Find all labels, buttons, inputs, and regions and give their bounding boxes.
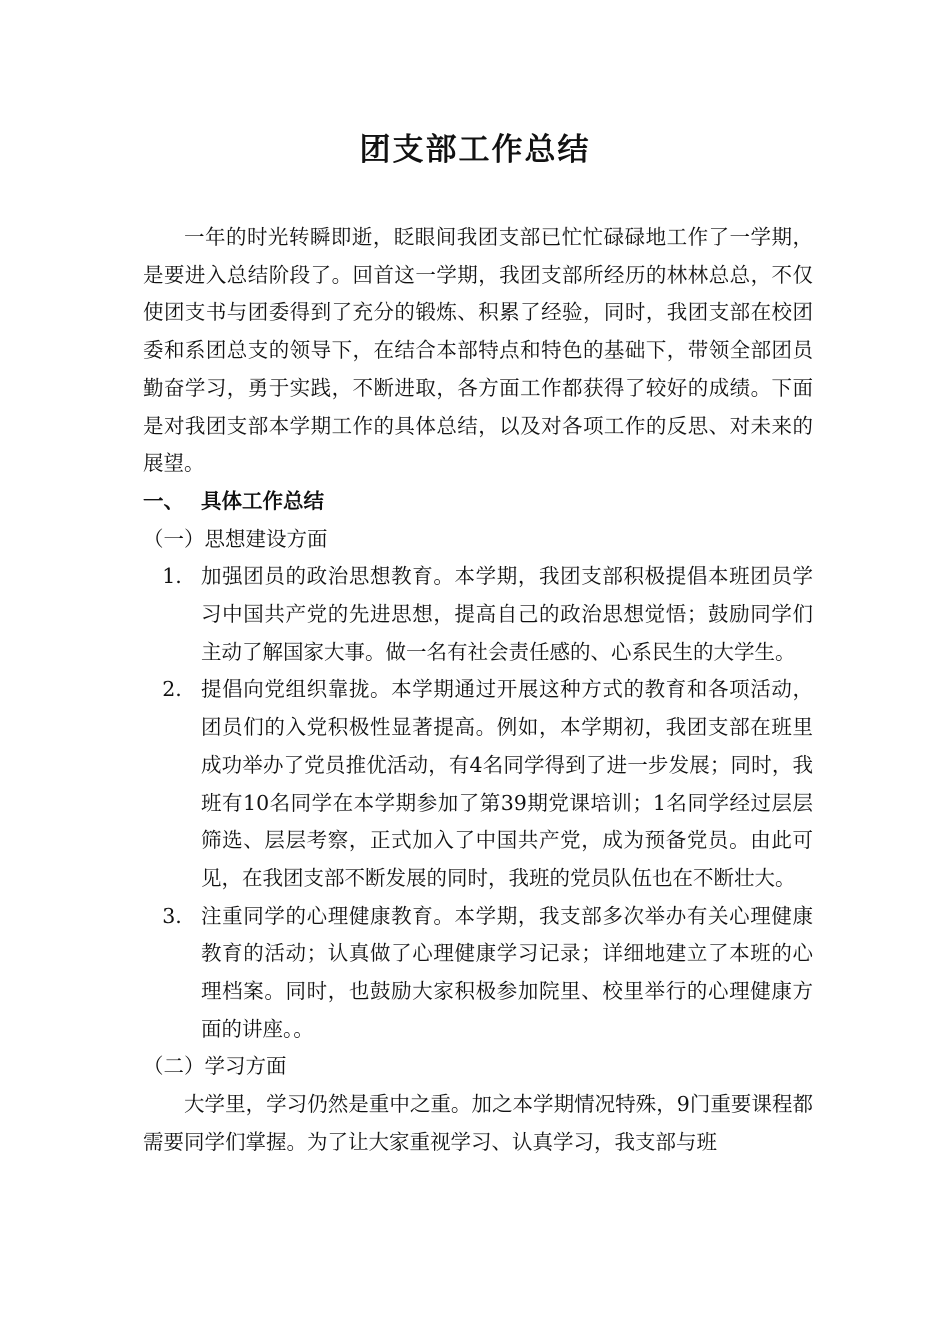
- intro-paragraph: 一年的时光转瞬即逝，眨眼间我团支部已忙忙碌碌地工作了一学期，是要进入总结阶段了。回首这一学期，我团支部所经历的林林总总，不仅使团支书与团委得到了充分的锻炼、积累了经验，同时，我团支部在校团委和系团总支的领导下，在结合本部特点和特色的基础下，带领全部团员勤奋学习，勇于实践，不断进取，各方面工作都获得了较好的成绩。下面是对我团支部本学期工作的具体总结，以及对各项工作的反思、对未来的展望。: [143, 225, 813, 476]
- section-heading-1: [143, 483, 813, 521]
- subsection-heading-1: （一）思想建设方面: [143, 526, 328, 551]
- list-item-number: 3.: [162, 903, 182, 928]
- list-item-text: 加强团员的政治思想教育。本学期，我团支部积极提倡本班团员学习中国共产党的先进思想，提高自己的政治思想觉悟；鼓励同学们主动了解国家大事。做一名有社会责任感的、心系民生的大学生。: [201, 564, 813, 664]
- document-body: [143, 219, 813, 1162]
- study-paragraph: 大学里，学习仍然是重中之重。加之本学期情况特殊，9门重要课程都需要同学们掌握。为了让大家重视学习、认真学习，我支部与班: [143, 1092, 813, 1154]
- section-title: 具体工作总结: [201, 488, 324, 513]
- list-item-number: 2.: [162, 677, 182, 702]
- list-item: [143, 898, 813, 1049]
- section-number: 一、: [143, 488, 184, 513]
- numbered-list: [143, 558, 813, 1048]
- list-item: [143, 558, 813, 671]
- list-item-text: 提倡向党组织靠拢。本学期通过开展这种方式的教育和各项活动，团员们的入党积极性显著提高。例如，本学期初，我团支部在班里成功举办了党员推优活动，有4名同学得到了进一步发展；同时，我班有10名同学在本学期参加了第39期党课培训；1名同学经过层层筛选、层层考察，正式加入了中国共产党，成为预备党员。由此可见，在我团支部不断发展的同时，我班的党员队伍也在不断壮大。: [201, 677, 813, 890]
- document-title: 团支部工作总结: [359, 132, 591, 168]
- list-item-number: 1.: [162, 564, 182, 589]
- subsection-heading-2: （二）学习方面: [143, 1054, 287, 1079]
- list-item-text: 注重同学的心理健康教育。本学期，我支部多次举办有关心理健康教育的活动；认真做了心理健康学习记录；详细地建立了本班的心理档案。同时，也鼓励大家积极参加院里、校里举行的心理健康方面的讲座。。: [201, 903, 813, 1041]
- list-item: [143, 671, 813, 897]
